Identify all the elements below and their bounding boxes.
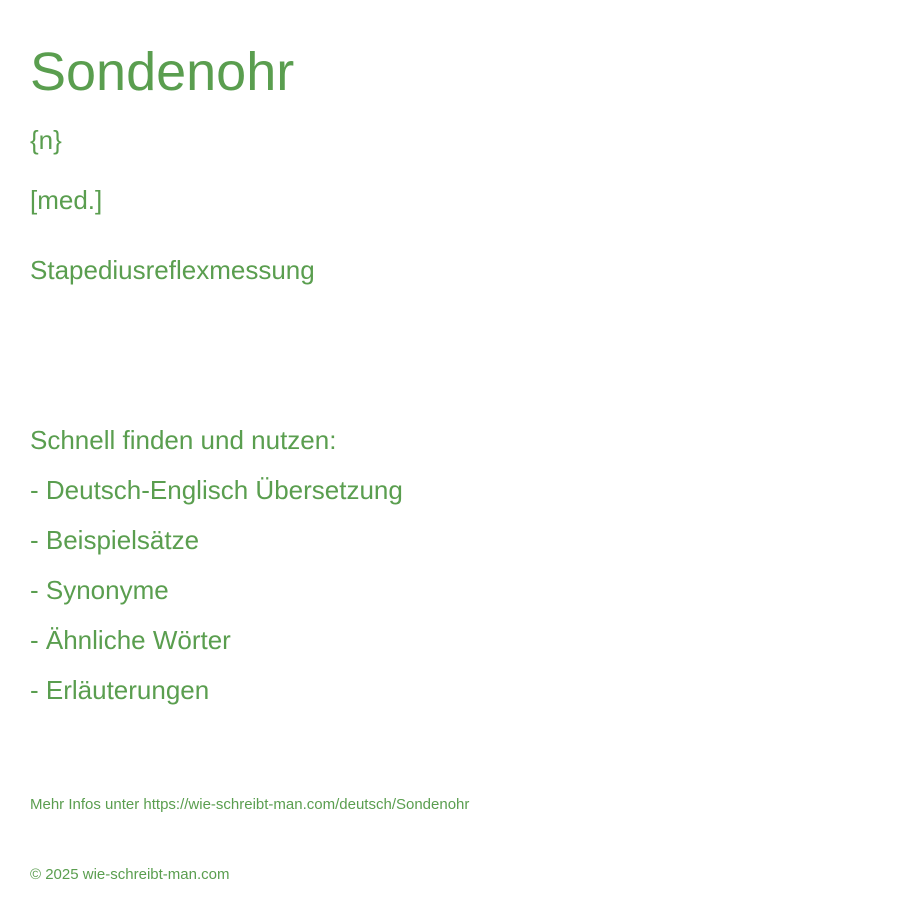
- copyright-text: © 2025 wie-schreibt-man.com: [30, 866, 230, 883]
- list-item: - Erläuterungen: [30, 675, 210, 705]
- more-info-text: Mehr Infos unter https://wie-schreibt-man.com/deutsch/Sondenohr: [30, 796, 470, 813]
- list-item: - Beispielsätze: [30, 525, 200, 555]
- gender-label: {n}: [30, 125, 62, 155]
- list-item: - Synonyme: [30, 575, 169, 605]
- feature-list: [30, 474, 403, 724]
- quick-heading: Schnell finden und nutzen:: [30, 425, 337, 455]
- list-item: - Ähnliche Wörter: [30, 625, 231, 655]
- related-term: Stapediusreflexmessung: [30, 255, 315, 285]
- list-item: - Deutsch-Englisch Übersetzung: [30, 475, 403, 505]
- domain-label: [med.]: [30, 185, 103, 215]
- page-title: Sondenohr: [30, 42, 295, 102]
